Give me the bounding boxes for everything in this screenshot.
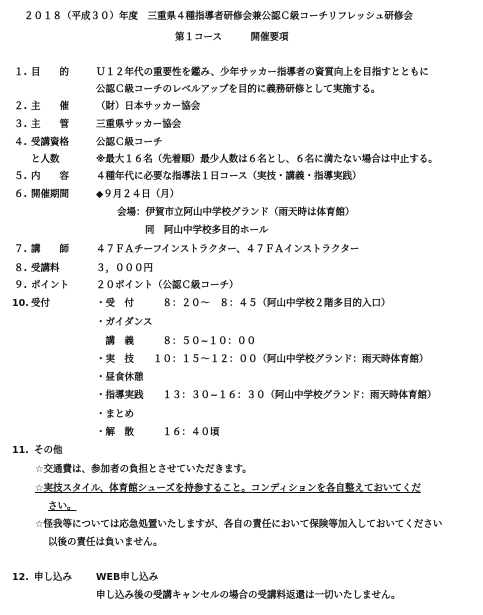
note-transport: ☆交通費は、参加者の負担とさせていただきます。: [35, 464, 252, 475]
item-label: 申し込み: [34, 572, 73, 583]
schedule-item: ・実 技 １０：１５～１２：００（阿山中学校グランド：雨天時体育館）: [96, 354, 429, 365]
item-label: 内 容: [31, 171, 70, 182]
schedule-item: ・受 付 ８：２０～ ８：４５（阿山中学校２階多目的入口）: [96, 298, 391, 309]
eligibility-text: 公認Ｃ級コーチ: [96, 137, 163, 148]
manager-text: 三重県サッカー協会: [96, 119, 182, 130]
item-number: ４.: [14, 137, 28, 148]
schedule-item: ・まとめ: [96, 409, 135, 420]
item-number: ９.: [14, 280, 28, 291]
schedule-item: ・昼食休憩: [96, 372, 144, 383]
item-number: ８.: [14, 263, 28, 274]
item-label: 受講資格: [31, 137, 70, 148]
instructors-text: ４７ＦＡチーフインストラクター、４７ＦＡインストラクター: [96, 244, 360, 255]
points-text: ２０ポイント（公認Ｃ級コーチ）: [96, 280, 239, 291]
note-attire: ☆実技スタイル、体育館シューズを持参すること。コンディションを各自整えておいてくだ: [35, 483, 421, 494]
schedule-item: ・ガイダンス: [96, 317, 153, 328]
apply-note: 申し込み後の受講キャンセルの場合の受講料返還は一切いたしません。: [96, 590, 401, 601]
item-number: ３.: [14, 119, 28, 130]
venue-text: 会場：伊賀市立阿山中学校グランド（雨天時は体育館）: [117, 207, 355, 218]
item-number: ６.: [14, 189, 28, 200]
item-label: ポイント: [31, 280, 70, 291]
item-number: ２.: [14, 101, 28, 112]
item-label: 受講料: [31, 263, 60, 274]
schedule-item: ・解 散 １６：４０頃: [96, 427, 220, 438]
fee-text: ３，０００円: [96, 263, 154, 274]
item-label: 主 管: [31, 119, 70, 130]
document-title: ２０１８（平成３０）年度 三重県４種指導者研修会兼公認Ｃ級コーチリフレッシュ研修会: [24, 11, 413, 22]
item-number: ７.: [14, 244, 28, 255]
item-label: 開催期間: [31, 189, 70, 200]
item-number: 12.: [12, 572, 29, 583]
item-label: 受付: [31, 298, 51, 309]
item-number: １.: [14, 67, 28, 78]
document-subtitle: 第１コース 開催要項: [175, 32, 289, 43]
schedule-item: 講 義 ８：５０~１０：００: [96, 336, 256, 347]
venue-text-2: 同 阿山中学校多目的ホール: [145, 225, 269, 236]
item-label: その他: [34, 445, 63, 456]
item-label: 目 的: [31, 67, 70, 78]
item-number: 11.: [12, 445, 29, 456]
schedule-item: ・指導実践 １３：３０~１６：３０（阿山中学校グランド：雨天時体育館）: [96, 390, 437, 401]
item-number: ５.: [14, 171, 28, 182]
item-label: 講 師: [31, 244, 70, 255]
purpose-text: Ｕ１２年代の重要性を鑑み、少年サッカー指導者の資質向上を目指すとともに: [96, 67, 429, 78]
note-injury-2: 以後の責任は負いません。: [48, 537, 163, 548]
note-attire-2: さい。: [48, 501, 77, 512]
apply-method: WEB申し込み: [96, 572, 159, 583]
eligibility-note: ※最大１６名（先着順）最少人数は６名とし、６名に満たない場合は中止する。: [96, 154, 438, 165]
content-text: ４種年代に必要な指導法１日コース（実技・講義・指導実践）: [96, 171, 362, 182]
item-number: 10.: [12, 298, 29, 309]
item-label: 主 催: [31, 101, 70, 112]
purpose-text-2: 公認Ｃ級コーチのレベルアップを目的に義務研修として実施する。: [96, 84, 381, 95]
organizer-text: （財）日本サッカー協会: [96, 101, 201, 112]
note-injury: ☆怪我等については応急処置いたしますが、各自の責任において保険等加入しておいてください: [35, 519, 443, 530]
event-date: ◆９月２４日（月）: [96, 189, 180, 200]
item-label-2: と人数: [31, 154, 60, 165]
